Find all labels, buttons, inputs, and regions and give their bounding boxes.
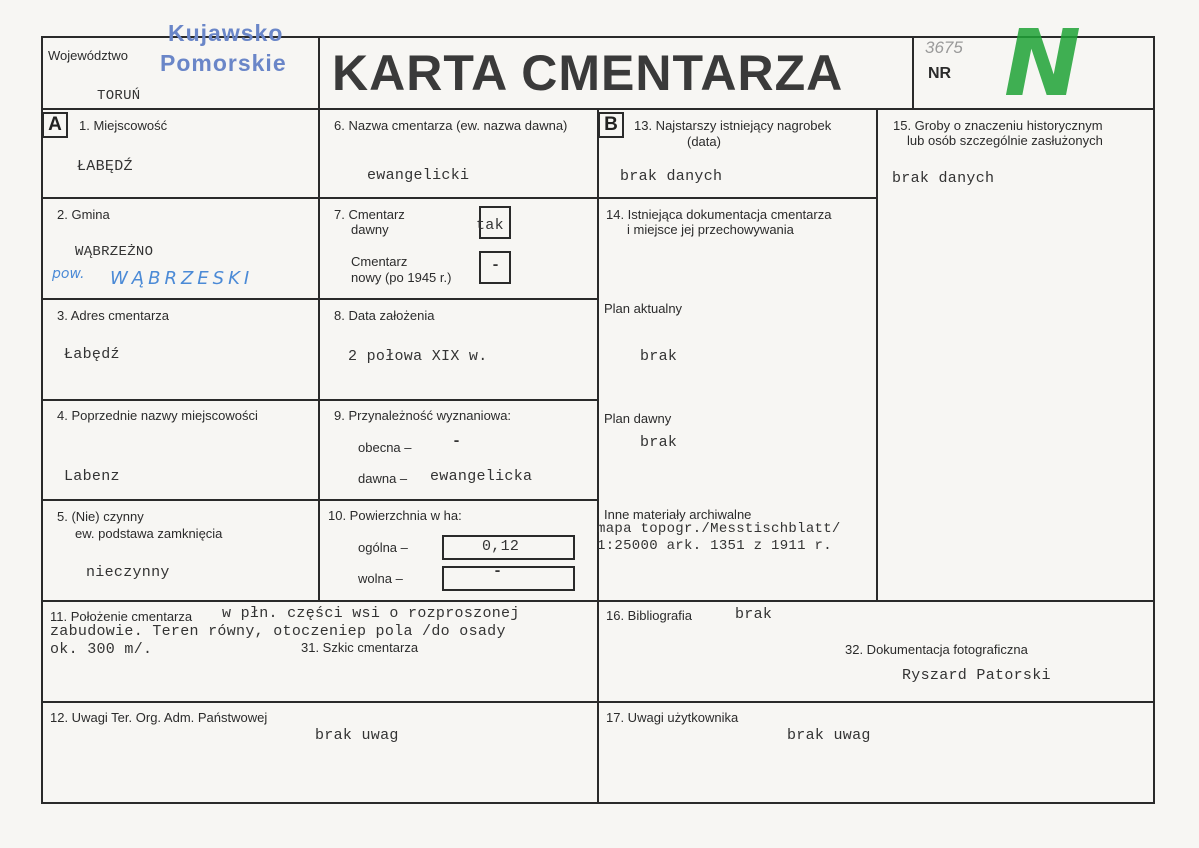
field-15-label-2: lub osób szczególnie zasłużonych bbox=[907, 133, 1103, 148]
field-9-dawna-label: dawna – bbox=[358, 471, 408, 486]
field-5-label-2: ew. podstawa zamknięcia bbox=[75, 526, 223, 541]
field-13-label-2: (data) bbox=[687, 134, 721, 149]
field-32-label: 32. Dokumentacja fotograficzna bbox=[845, 642, 1028, 657]
field-11-value-1: w płn. części wsi o rozproszonej bbox=[222, 605, 520, 622]
plan-dawny-label: Plan dawny bbox=[604, 411, 672, 426]
row-divider-1 bbox=[41, 197, 876, 199]
field-32-value: Ryszard Patorski bbox=[902, 667, 1051, 684]
field-4-value: Labenz bbox=[64, 468, 120, 485]
field-1-value: ŁABĘDŹ bbox=[77, 158, 133, 175]
col-divider-1 bbox=[318, 108, 320, 600]
plan-aktualny-value: brak bbox=[640, 348, 678, 365]
section-b-marker: B bbox=[598, 112, 624, 138]
nr-handwritten: 3675 bbox=[925, 38, 963, 57]
plan-dawny-value: brak bbox=[640, 434, 678, 451]
field-14-label-2: i miejsce jej przechowywania bbox=[627, 222, 794, 237]
field-9-label: 9. Przynależność wyznaniowa: bbox=[334, 408, 512, 423]
field-31-label: 31. Szkic cmentarza bbox=[301, 640, 419, 655]
row-divider-3 bbox=[41, 399, 597, 401]
field-8-value: 2 połowa XIX w. bbox=[348, 348, 488, 365]
field-14-label-1: 14. Istniejąca dokumentacja cmentarza bbox=[606, 207, 832, 222]
field-10-ogolna-value: 0,12 bbox=[482, 538, 520, 555]
field-2-hand-value: WĄBRZESKI bbox=[110, 268, 254, 289]
field-10-wolna-value: - bbox=[493, 563, 503, 580]
field-13-label-1: 13. Najstarszy istniejący nagrobek bbox=[634, 118, 832, 133]
field-5-label-1: 5. (Nie) czynny bbox=[57, 509, 144, 524]
col-divider-2 bbox=[597, 108, 599, 804]
wojewodztwo-value: TORUŃ bbox=[97, 88, 141, 104]
field-15-label-1: 15. Groby o znaczeniu historycznym bbox=[893, 118, 1103, 133]
card-title: KARTA CMENTARZA bbox=[332, 45, 844, 101]
row-divider-4 bbox=[41, 499, 597, 501]
field-7-label-1: 7. Cmentarz bbox=[334, 207, 405, 222]
field-7-dawny-value: tak bbox=[476, 217, 504, 234]
inne-materialy-value-1: mapa topogr./Messtischblatt/ bbox=[597, 521, 841, 537]
field-7-label-4: nowy (po 1945 r.) bbox=[351, 270, 452, 285]
field-6-value: ewangelicki bbox=[367, 167, 470, 184]
field-13-value: brak danych bbox=[620, 168, 723, 185]
row-divider-2 bbox=[41, 298, 597, 300]
header-divider-right bbox=[912, 36, 914, 108]
field-10-ogolna-label: ogólna – bbox=[358, 540, 408, 555]
row-divider-5 bbox=[41, 600, 1155, 602]
field-7-nowy-value: - bbox=[491, 257, 501, 274]
field-2-label: 2. Gmina bbox=[57, 207, 110, 222]
field-9-obecna-label: obecna – bbox=[358, 440, 412, 455]
field-5-value: nieczynny bbox=[86, 564, 170, 581]
field-17-label: 17. Uwagi użytkownika bbox=[606, 710, 739, 725]
field-4-label: 4. Poprzednie nazwy miejscowości bbox=[57, 408, 258, 423]
field-9-dawna-value: ewangelicka bbox=[430, 468, 533, 485]
field-3-label: 3. Adres cmentarza bbox=[57, 308, 169, 323]
field-11-label: 11. Położenie cmentarza bbox=[50, 609, 193, 624]
field-10-label: 10. Powierzchnia w ha: bbox=[328, 508, 462, 523]
field-11-value-2: zabudowie. Teren równy, otoczeniep pola /do osady bbox=[50, 623, 506, 640]
field-3-value: Łabędź bbox=[64, 346, 120, 363]
field-12-label: 12. Uwagi Ter. Org. Adm. Państwowej bbox=[50, 710, 268, 725]
inne-materialy-label: Inne materiały archiwalne bbox=[604, 507, 752, 522]
field-12-value: brak uwag bbox=[315, 727, 399, 744]
plan-aktualny-label: Plan aktualny bbox=[604, 301, 683, 316]
field-8-label: 8. Data założenia bbox=[334, 308, 435, 323]
field-10-wolna-label: wolna – bbox=[358, 571, 403, 586]
voivodeship-stamp-line2: Pomorskie bbox=[160, 50, 287, 76]
field-16-label: 16. Bibliografia bbox=[606, 608, 692, 623]
field-15-value: brak danych bbox=[892, 170, 995, 187]
field-7-label-2: dawny bbox=[351, 222, 389, 237]
field-11-value-3: ok. 300 m/. bbox=[50, 641, 153, 658]
row-divider-6 bbox=[41, 701, 1155, 703]
col-divider-3 bbox=[876, 108, 878, 600]
field-9-obecna-value: - bbox=[452, 433, 462, 450]
inne-materialy-value-2: 1:25000 ark. 1351 z 1911 r. bbox=[597, 538, 832, 554]
field-17-value: brak uwag bbox=[787, 727, 871, 744]
green-marker-letter: N bbox=[1004, 10, 1081, 117]
field-1-label: 1. Miejscowość bbox=[79, 118, 168, 133]
wojewodztwo-label: Województwo bbox=[48, 48, 128, 63]
nr-label: NR bbox=[928, 65, 952, 82]
voivodeship-stamp-line1: Kujawsko bbox=[168, 20, 284, 46]
field-6-label: 6. Nazwa cmentarza (ew. nazwa dawna) bbox=[334, 118, 568, 133]
field-2-hand-prefix: pow. bbox=[52, 266, 85, 282]
field-2-value: WĄBRZEŻNO bbox=[75, 244, 154, 260]
field-16-value: brak bbox=[735, 606, 773, 623]
field-10-wolna-box bbox=[442, 566, 575, 591]
section-a-marker: A bbox=[42, 112, 68, 138]
field-7-label-3: Cmentarz bbox=[351, 254, 408, 269]
